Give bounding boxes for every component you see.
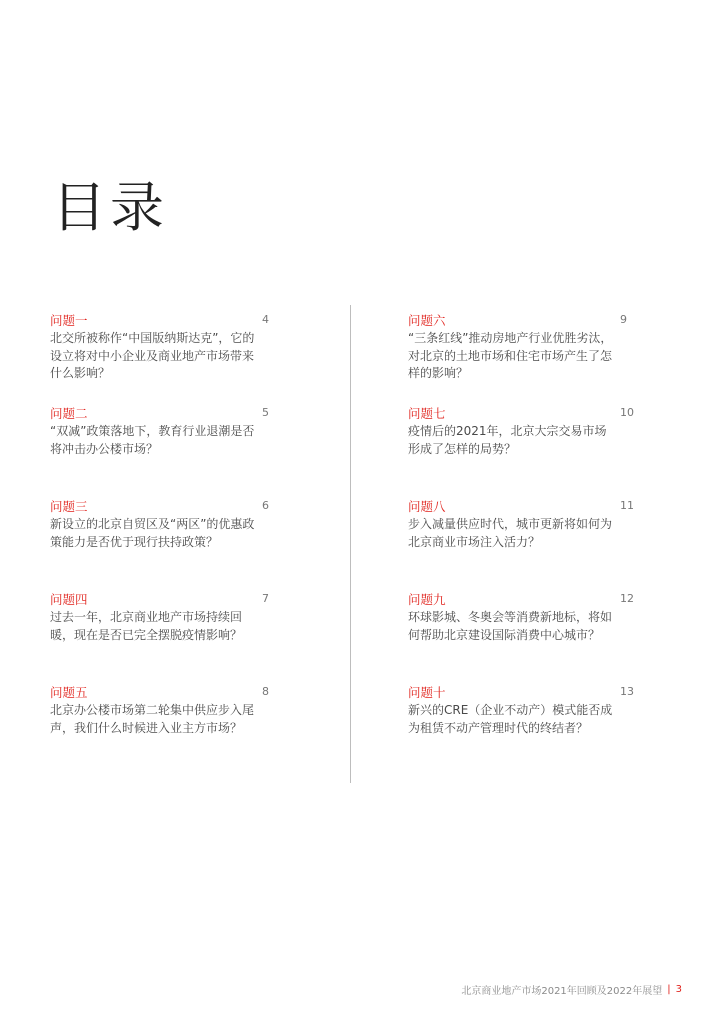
page-footer <box>461 982 682 997</box>
toc-entry-label: 问题七 <box>408 406 446 421</box>
toc-entry[interactable] <box>408 684 648 777</box>
toc-entry[interactable] <box>408 405 648 498</box>
toc-entry-label: 问题十 <box>408 685 446 700</box>
toc-right-column <box>408 312 648 777</box>
page-title: 目录 <box>52 176 168 239</box>
toc-entry[interactable] <box>50 591 290 684</box>
toc-entry-label: 问题八 <box>408 499 446 514</box>
toc-entry-label: 问题四 <box>50 592 88 607</box>
footer-page-number: 3 <box>675 984 682 995</box>
toc-left-column <box>50 312 290 777</box>
toc-entry-page-number: 10 <box>620 406 634 419</box>
toc-entry-description: 北交所被称作“中国版纳斯达克”，它的设立将对中小企业及商业地产市场带来什么影响？ <box>50 331 255 380</box>
toc-entry[interactable] <box>408 498 648 591</box>
toc-entry-page-number: 8 <box>262 685 269 698</box>
toc-entry-description: 环球影城、冬奥会等消费新地标，将如何帮助北京建设国际消费中心城市？ <box>408 610 613 642</box>
toc-entry-description: 疫情后的2021年，北京大宗交易市场形成了怎样的局势？ <box>408 424 607 456</box>
footer-report-title: 北京商业地产市场2021年回顾及2022年展望 <box>461 986 663 997</box>
toc-entry-page-number: 7 <box>262 592 269 605</box>
toc-entry-label: 问题六 <box>408 313 446 328</box>
toc-entry[interactable] <box>408 591 648 684</box>
toc-entry[interactable] <box>50 498 290 591</box>
toc-entry[interactable] <box>50 405 290 498</box>
toc-entry-page-number: 5 <box>262 406 269 419</box>
toc-entry-label: 问题九 <box>408 592 446 607</box>
toc-entry-description: 过去一年，北京商业地产市场持续回暖，现在是否已完全摆脱疫情影响？ <box>50 610 243 642</box>
toc-entry-description: 步入减量供应时代，城市更新将如何为北京商业市场注入活力？ <box>408 517 613 549</box>
toc-entry-description: 新设立的北京自贸区及“两区”的优惠政策能力是否优于现行扶持政策？ <box>50 517 255 549</box>
toc-entry-label: 问题三 <box>50 499 88 514</box>
toc-entry[interactable] <box>408 312 648 405</box>
toc-entry-label: 问题二 <box>50 406 88 421</box>
toc-entry[interactable] <box>50 312 290 405</box>
toc-entry-page-number: 13 <box>620 685 634 698</box>
toc-entry-page-number: 9 <box>620 313 627 326</box>
toc-entry-description: 北京办公楼市场第二轮集中供应步入尾声，我们什么时候进入业主方市场？ <box>50 703 255 735</box>
toc-entry-description: 新兴的CRE（企业不动产）模式能否成为租赁不动产管理时代的终结者？ <box>408 703 613 735</box>
toc-entry-page-number: 12 <box>620 592 634 605</box>
toc-entry-page-number: 11 <box>620 499 634 512</box>
toc-entry-page-number: 4 <box>262 313 269 326</box>
toc-entry-description: “双减”政策落地下，教育行业退潮是否将冲击办公楼市场？ <box>50 424 255 456</box>
footer-separator: | <box>667 984 671 995</box>
toc-entry-page-number: 6 <box>262 499 269 512</box>
column-divider <box>350 305 351 783</box>
toc-entry-label: 问题一 <box>50 313 88 328</box>
toc-entry-description: “三条红线”推动房地产行业优胜劣汰，对北京的土地市场和住宅市场产生了怎样的影响？ <box>408 331 613 380</box>
toc-entry[interactable] <box>50 684 290 777</box>
toc-entry-label: 问题五 <box>50 685 88 700</box>
